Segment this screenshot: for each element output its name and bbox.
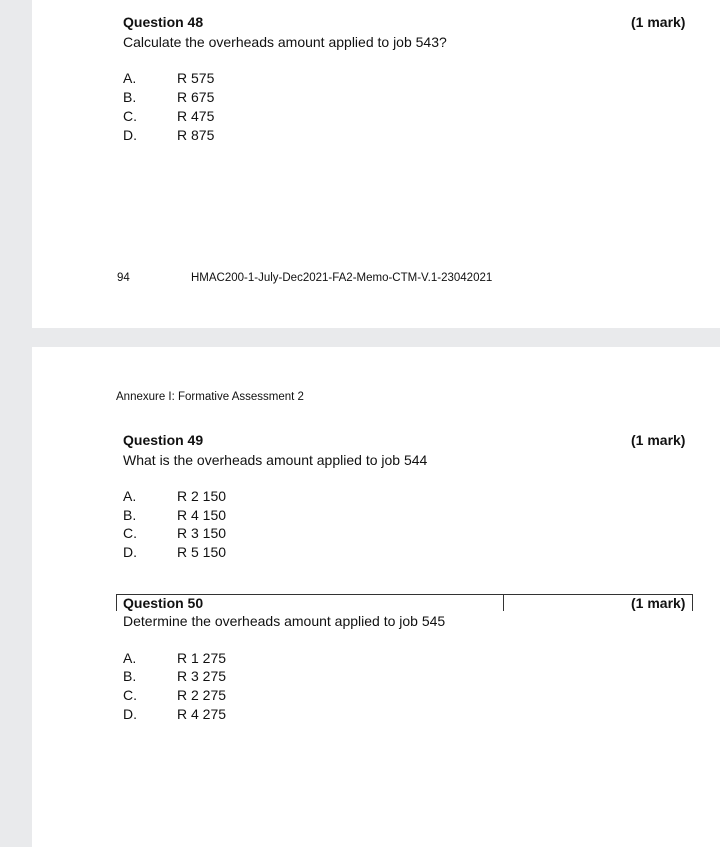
question-50-title: Question 50 (123, 595, 204, 611)
q49-option-a-letter: A. (123, 488, 137, 504)
q50-option-a-value: R 1 275 (177, 650, 227, 666)
question-48-text: Calculate the overheads amount applied to job 543? (123, 34, 447, 50)
q49-option-c-value: R 3 150 (177, 525, 227, 541)
q49-option-c-letter: C. (123, 525, 137, 541)
annexure-title: Annexure I: Formative Assessment 2 (116, 391, 304, 403)
q48-option-c-value: R 475 (177, 108, 215, 124)
question-49-title: Question 49 (123, 432, 204, 448)
q49-option-d-letter: D. (123, 544, 137, 560)
q49-option-d-value: R 5 150 (177, 544, 227, 560)
q50-option-c-value: R 2 275 (177, 687, 227, 703)
q48-option-d-letter: D. (123, 127, 137, 143)
question-50-border-middle (503, 594, 504, 611)
question-50-text: Determine the overheads amount applied to job 545 (123, 613, 446, 629)
question-49-text: What is the overheads amount applied to job 544 (123, 452, 428, 468)
q50-option-b-value: R 3 275 (177, 668, 227, 684)
q50-option-b-letter: B. (123, 668, 137, 684)
q50-option-d-letter: D. (123, 706, 137, 722)
question-49-mark: (1 mark) (631, 432, 686, 448)
q48-option-d-value: R 875 (177, 127, 215, 143)
q49-option-b-letter: B. (123, 507, 137, 523)
q49-option-a-value: R 2 150 (177, 488, 227, 504)
q48-option-b-value: R 675 (177, 89, 215, 105)
question-50-mark: (1 mark) (631, 595, 686, 611)
q50-option-c-letter: C. (123, 687, 137, 703)
footer-document-code: HMAC200-1-July-Dec2021-FA2-Memo-CTM-V.1-23042021 (191, 272, 493, 284)
question-48-title: Question 48 (123, 14, 204, 30)
q48-option-c-letter: C. (123, 108, 137, 124)
q50-option-d-value: R 4 275 (177, 706, 227, 722)
question-48-mark: (1 mark) (631, 14, 686, 30)
q50-option-a-letter: A. (123, 650, 137, 666)
q48-option-b-letter: B. (123, 89, 137, 105)
question-50-border-left (116, 594, 117, 611)
question-50-border-right (692, 594, 693, 611)
q48-option-a-value: R 575 (177, 70, 215, 86)
footer-page-number: 94 (117, 272, 130, 284)
q49-option-b-value: R 4 150 (177, 507, 227, 523)
q48-option-a-letter: A. (123, 70, 137, 86)
